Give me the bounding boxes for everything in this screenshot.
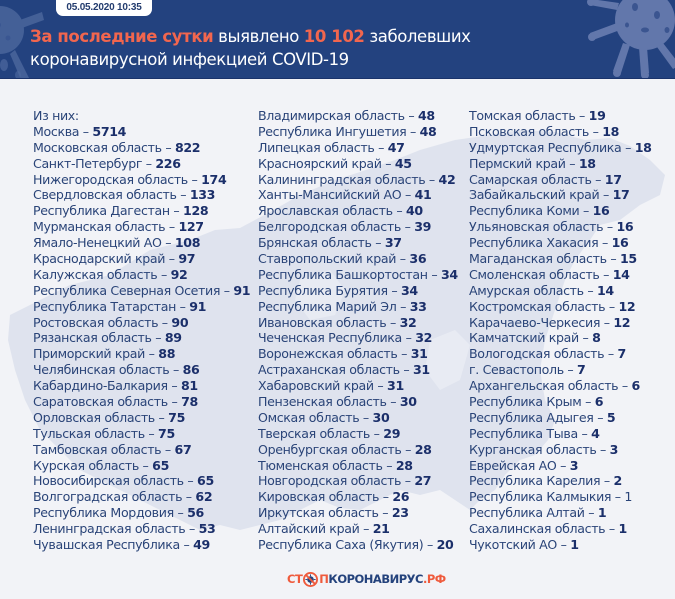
list-item: Тульская область – 75	[33, 425, 175, 441]
intro-label: Из них:	[33, 108, 79, 123]
list-item: Республика Адыгея – 5	[469, 409, 616, 425]
list-item: Курская область – 65	[33, 457, 169, 473]
list-item: Оренбургская область – 28	[258, 441, 432, 457]
region-column-3	[469, 108, 652, 553]
list-item: Новосибирская область – 65	[33, 473, 214, 489]
list-item: Карачаево-Черкесия – 12	[469, 314, 631, 330]
list-item: Еврейская АО – 3	[469, 457, 579, 473]
title-end: заболевших	[364, 27, 471, 46]
header-banner	[0, 0, 675, 79]
list-item: Ленинградская область – 53	[33, 521, 216, 537]
list-item: Кировская область – 26	[258, 489, 410, 505]
list-item: Курганская область – 3	[469, 441, 619, 457]
list-item: Вологодская область – 7	[469, 346, 626, 362]
list-item: Алтайский край – 21	[258, 521, 390, 537]
list-item: Республика Коми – 16	[469, 203, 610, 219]
list-item: Приморский край – 88	[33, 346, 176, 362]
list-item: Пензенская область – 30	[258, 394, 417, 410]
list-item: Республика Карелия – 2	[469, 473, 622, 489]
list-item: Республика Саха (Якутия) – 20	[258, 537, 454, 553]
total-count: 10 102	[303, 27, 365, 46]
list-item: Чувашская Республика – 49	[33, 537, 210, 553]
title-line-1	[30, 25, 471, 48]
list-item: Магаданская область – 15	[469, 251, 637, 267]
list-item: Республика Хакасия – 16	[469, 235, 629, 251]
list-item: Республика Тыва – 4	[469, 425, 600, 441]
list-item: Удмуртская Республика – 18	[469, 139, 652, 155]
list-item: Ямало-Ненецкий АО – 108	[33, 235, 201, 251]
date-badge: 05.05.2020 10:35	[56, 0, 152, 16]
list-item: Сахалинская область – 1	[469, 521, 627, 537]
list-item: Хабаровский край – 31	[258, 378, 404, 394]
list-item: Ростовская область – 90	[33, 314, 189, 330]
title-line-2: коронавирусной инфекцией COVID-19	[30, 50, 349, 69]
list-item: Республика Алтай – 1	[469, 505, 607, 521]
region-column-1	[33, 108, 250, 553]
content-area	[0, 80, 675, 599]
virus-icon	[0, 55, 30, 79]
virus-icon	[585, 0, 675, 79]
list-item: Чукотский АО – 1	[469, 537, 579, 553]
list-item: Забайкальский край – 17	[469, 187, 630, 203]
logo-text-part2: ПКОРОНАВИРУС	[319, 572, 423, 586]
list-item: Брянская область – 37	[258, 235, 402, 251]
list-item: Калужская область – 92	[33, 266, 188, 282]
list-item: Республика Крым – 6	[469, 394, 604, 410]
list-item: Краснодарский край – 97	[33, 251, 196, 267]
list-item: Липецкая область – 47	[258, 139, 405, 155]
list-item: Москва – 5714	[33, 123, 127, 139]
list-item: Ивановская область – 32	[258, 314, 417, 330]
list-item: Свердловская область – 133	[33, 187, 216, 203]
list-item: Республика Мордовия – 56	[33, 505, 204, 521]
list-item: Костромская область – 12	[469, 298, 636, 314]
logo-text-part3: .РФ	[422, 572, 446, 586]
list-item: Архангельская область – 6	[469, 378, 640, 394]
list-item: Мурманская область – 127	[33, 219, 204, 235]
list-item: Волгоградская область – 62	[33, 489, 213, 505]
crossed-virus-icon	[303, 572, 318, 587]
list-item: г. Севастополь – 7	[469, 362, 586, 378]
list-item: Томская область – 19	[469, 108, 606, 123]
list-item: Нижегородская область – 174	[33, 171, 227, 187]
list-item: Республика Северная Осетия – 91	[33, 282, 251, 298]
list-item: Пермский край – 18	[469, 155, 596, 171]
list-item: Ханты-Мансийский АО – 41	[258, 187, 432, 203]
list-item: Республика Калмыкия – 1	[469, 489, 633, 505]
list-item: Челябинская область – 86	[33, 362, 200, 378]
list-item: Смоленская область – 14	[469, 266, 630, 282]
list-item: Амурская область – 14	[469, 282, 614, 298]
list-item: Кабардино-Балкария – 81	[33, 378, 198, 394]
list-item: Республика Башкортостан – 34	[258, 266, 458, 282]
list-item: Республика Ингушетия – 48	[258, 123, 437, 139]
list-item: Тверская область – 29	[258, 425, 401, 441]
list-item: Тамбовская область – 67	[33, 441, 192, 457]
list-item: Воронежская область – 31	[258, 346, 428, 362]
list-item: Ульяновская область – 16	[469, 219, 634, 235]
list-item: Владимирская область – 48	[258, 108, 435, 123]
list-item: Чеченская Республика – 32	[258, 330, 433, 346]
list-item: Рязанская область – 89	[33, 330, 182, 346]
list-item: Иркутская область – 23	[258, 505, 409, 521]
list-item: Омская область – 30	[258, 409, 390, 425]
stopkoronavirus-logo[interactable]	[287, 571, 446, 587]
title-accent: За последние сутки	[30, 27, 214, 46]
page-title	[30, 25, 471, 71]
list-item: Республика Дагестан – 128	[33, 203, 209, 219]
title-mid: выявлено	[213, 27, 304, 46]
list-item: Псковская область – 18	[469, 123, 620, 139]
list-item: Республика Татарстан – 91	[33, 298, 207, 314]
list-item: Калининградская область – 42	[258, 171, 456, 187]
list-item: Ставропольский край – 36	[258, 251, 427, 267]
list-item: Республика Марий Эл – 33	[258, 298, 427, 314]
list-item: Московская область – 822	[33, 139, 201, 155]
region-column-2	[258, 108, 458, 553]
list-item: Саратовская область – 78	[33, 394, 198, 410]
list-item: Белгородская область – 39	[258, 219, 432, 235]
list-item: Новгородская область – 27	[258, 473, 432, 489]
list-item: Красноярский край – 45	[258, 155, 412, 171]
list-item: Орловская область – 75	[33, 409, 185, 425]
logo-text-part1: СТ	[287, 572, 303, 586]
list-item: Республика Бурятия – 34	[258, 282, 418, 298]
list-item: Тюменская область – 28	[258, 457, 413, 473]
list-item: Санкт-Петербург – 226	[33, 155, 181, 171]
list-item: Астраханская область – 31	[258, 362, 430, 378]
list-item: Камчатский край – 8	[469, 330, 601, 346]
list-item: Самарская область – 17	[469, 171, 622, 187]
list-item: Ярославская область – 40	[258, 203, 423, 219]
